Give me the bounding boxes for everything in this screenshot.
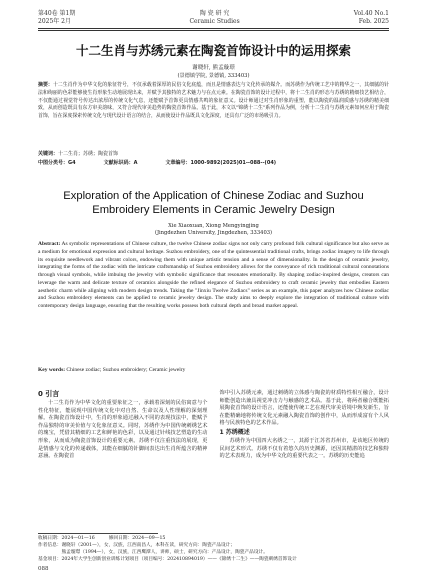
body-column-left [38,390,208,461]
classification-meta [38,160,389,167]
abstract-cn-label: 摘要： [38,82,53,88]
abstract-cn-text: 十二生肖作为中华文化的象征符号，不仅承载着深厚的民俗文化底蕴，而且是情感表达与文化传承的媒介。而苏绣作为传统工艺中的精华之一，其细腻的针法和绚丽的色彩能够使生肖形象生动地展现出来，并赋予其独特的艺术魅力与在点元素。在陶瓷首饰的设计过程中，将十二生肖的形态与苏绣的精细技艺相结合，不仅能通过视觉符号传达出浓厚的传统文化气息，还能赋予首饰更具情感共鸣的象征意义。设计师通过对生肖形象的重塑，能以陶瓷的温润质感与苏绣的精美细致，从而创造既具有东方审美韵味，又符合现代审美趋势的陶瓷首饰作品。基于此，本文以"锦绣十二生"系列作品为例，分析十二生肖与苏绣元素如何应用于陶瓷首饰，旨在深度探索传统文化与现代设计语言的结合，从而使设计作品既具文化深度，还具有广泛的市场吸引力。 [38,82,389,120]
suzhou-paragraph: 苏绣作为中国四大名绣之一，其源于江苏省苏州市，是该地区传统的民间艺术形式。苏绣不仅有着悠久的历史渊源，还因其精湛的技艺和独特的艺术表现力，成为中华文化的重要代表之一。苏绣的历史能追 [219,437,389,460]
header-date-cn: 2025年 2月 [38,18,71,25]
footnotes [38,535,389,563]
header-volume-cn: 第40卷 第1期 [38,10,76,17]
article-number: 文章编号：1000-9892(2025)01--088--(04) [165,160,277,166]
keywords-cn [38,151,389,158]
page-number: 088 [38,566,49,572]
header-center [189,10,239,26]
authors-cn: 谢晓轩, 熊孟璇璟 [192,65,235,71]
header-date-en: Feb. 2025 [358,18,389,25]
journal-name-cn: 陶 瓷 研 究 [199,10,230,17]
footnote-author-1: 作者信息：谢晓轩（2001—），女，汉族，江西南昌人，本科在读，研究方向：陶瓷产品设计； [38,543,236,548]
header-rule [38,28,389,29]
body-column-right [220,390,390,461]
keywords-en [38,367,389,374]
header-right [354,10,389,26]
affiliation-en: (Jingdezhen University, Jingdezhen, 333403) [154,230,273,236]
article-title-cn: 十二生肖与苏绣元素在陶瓷首饰设计中的运用探索 [75,43,351,58]
footnote-rule [38,533,158,534]
document-code: 文献标识码：A [103,160,138,166]
footnote-author-2: 熊孟璇璟（1994—），女，汉族，江西鹰潭人，讲师，硕士，研究方向：产品设计，陶瓷产品设计。 [38,550,268,555]
running-header [38,10,389,26]
article-body [38,390,389,461]
keywords-en-label: Key words: [38,367,66,373]
abstract-en-text: As symbolic representations of Chinese culture, the twelve Chinese zodiac signs not only carry profound folk cultural significance but also serve as a medium for emotional expression and cultural heritage. Suzhou embroidery, one of the quintessential traditional crafts, brings zodiac imagery to life through its exquisite needlework and vibrant colors, endowing them with unique artistic tension and a sense of dimensionality. In the design of ceramic jewelry, integrating the forms of the zodiac with the intricate craftsmanship of Suzhou embroidery allows for the conveyance of rich traditional cultural connotations through visual symbols, while imbuing the jewelry with symbolic significance that resonates emotionally. By shaping zodiac-inspired designs, creators can leverage the warm and delicate texture of ceramics alongside the refined elegance of Suzhou embroidery to craft ceramic jewelry that embodies Eastern aesthetic charm while aligning with modern design trends. Taking the "Jinxiu Twelve Zodiacs" series as an example, this paper analyzes how Chinese zodiac and Suzhou embroidery elements can be applied to ceramic jewelry design. The study aims to deeply explore the integration of traditional culture with contemporary design language, ensuring that the resulting works possess both cultural depth and broad market appeal. [38,241,389,309]
section-heading-intro: 0 引言 [38,390,60,398]
header-rule-double [38,30,389,31]
intro-paragraph: 十二生肖作为中华文化的重要象征之一，承载着深刻的民俗寓意与个性化特征，能展现中国传统文化中对自然、生命以及人性理解的深刻理解。在陶瓷首饰设计中，生肖的形象通过融入不同的表现技法中，能赋予作品独特的审美价值与文化象征意义。同时，苏绣作为中国传统刺绣艺术的瑰宝，凭借其精细的工艺和鲜艳的色彩，以及通过针线技艺塑造的生动形象，从而成为陶瓷首饰设计的重要元素。苏绣不仅注重技法的展现，更是情感与文化的传递载体，其能在细腻的针脚间表达出生肖所蕴含的精神意涵。在陶瓷首 [38,400,208,460]
affiliation-cn: (景德镇学院, 景德镇, 333403) [177,73,250,79]
footnote-fund: 基金项目：2024年大学生创新创业训练计划项目（项目编号：202410894019）——《锦绣十二生》——陶瓷刺绣首饰设计 [38,557,297,562]
clc-number: 中图分类号：G4 [38,160,76,166]
authors-en: Xie Xiaoxuan, Xiong Mengyingjing [168,223,259,229]
section-heading-suzhou: 1 苏绣概述 [219,428,250,436]
abstract-en-label: Abstract: [38,241,61,247]
journal-name-en: Ceramic Studies [189,18,240,25]
keywords-cn-label: 关键词： [38,151,59,157]
keywords-cn-text: 十二生肖；苏绣；陶瓷首饰 [58,151,119,157]
abstract-en [38,241,389,311]
header-volume-en: Vol.40 No.1 [353,10,389,17]
footnote-dates: 收稿日期：2024—01—16 修回日期：2024—09—15 [38,536,166,541]
article-title-en: Exploration of the Application of Chinese Zodiac and Suzhou Embroidery Elements in Ceramic Jewelry Design [63,190,364,216]
header-left [38,10,75,26]
keywords-en-text: Chinese zodiac; Suzhou embroidery; Ceramic jewelry [66,367,186,373]
abstract-cn [38,82,389,121]
intro-continuation: 饰中引入苏绣元素，通过刺绣的立体感与陶瓷的材质特性相互融合，设计师能创造出兼具视觉冲击力与触感的艺术品。基于此，将两者融合既能拓展陶瓷首饰的设计语言，还能使传统工艺在现代审美语境中焕发新生，旨在能精确地将传统文化元素融入陶瓷首饰的创作中，从而形成富有个人风格与民族特色的艺术作品。 [219,390,389,427]
